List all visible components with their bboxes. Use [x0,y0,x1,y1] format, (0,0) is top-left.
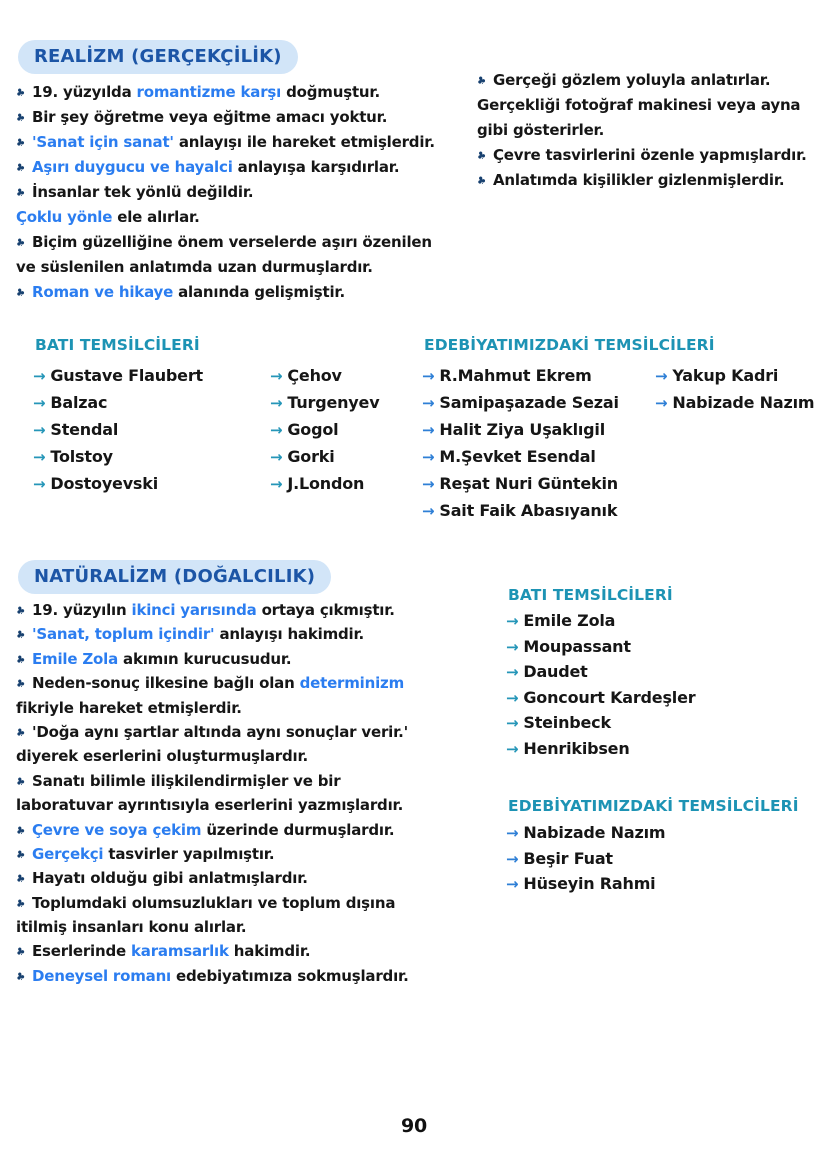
note-line [16,964,491,988]
arrow-icon: → [33,394,46,412]
bullet-icon: ♣ [14,86,27,101]
bullet-icon: ♣ [14,823,27,838]
naturalism-tr-reps-col1 [506,820,665,897]
bullet-icon: ♣ [14,236,27,251]
bullet-icon: ♣ [14,136,27,151]
highlighted-text-segment: Deneysel romanı [32,966,171,985]
bullet-icon: ♣ [14,725,27,741]
text-segment: itilmiş insanları konu alırlar. [16,918,247,937]
arrow-icon: → [422,475,435,493]
note-line [16,769,491,793]
text-segment: Eserlerinde [32,942,132,961]
bullet-icon: ♣ [475,174,488,189]
note-line [16,155,478,180]
text-segment: tasvirler yapılmıştır. [103,844,275,863]
representative-name: Gorki [287,447,335,466]
arrow-icon: → [506,849,519,868]
note-line [16,130,478,155]
representative-item [422,416,619,443]
arrow-icon: → [33,448,46,466]
text-segment: edebiyatımıza sokmuşlardır. [171,966,409,985]
text-segment: gibi gösterirler. [477,121,605,139]
text-segment: Çevre tasvirlerini özenle yapmışlardır. [493,146,807,164]
note-line [477,93,825,118]
representative-item [422,362,619,389]
representative-name: Emile Zola [523,611,616,630]
text-segment: anlayışa karşıdırlar. [232,158,400,176]
representative-item [506,820,665,846]
highlighted-text-segment: Emile Zola [32,649,119,668]
text-segment: fikriyle hareket etmişlerdir. [16,698,242,717]
arrow-icon: → [655,367,668,385]
representative-name: Yakup Kadri [672,366,779,385]
note-line [16,280,478,305]
highlighted-text-segment: Aşırı duygucu ve hayalci [32,158,233,176]
representative-item [506,846,665,872]
arrow-icon: → [506,612,519,630]
text-segment: ve süslenilen anlatımda uzan durmuşlardır. [16,258,373,276]
note-line [477,143,825,168]
representative-name: Turgenyev [287,393,380,412]
naturalism-tr-reps-header: EDEBİYATIMIZDAKİ TEMSİLCİLERİ [508,797,799,815]
bullet-icon: ♣ [14,161,27,176]
arrow-icon: → [506,663,519,681]
note-line [477,68,825,93]
arrow-icon: → [506,688,519,707]
representative-name: Nabizade Nazım [672,393,815,412]
note-line [16,866,491,890]
representative-item [422,443,619,470]
realism-notes-right [477,68,825,193]
realism-title: REALİZM (GERÇEKÇİLİK) [18,40,298,74]
note-line [16,105,478,130]
representative-item [506,710,695,736]
realism-tr-reps-col1 [422,362,619,524]
naturalism-west-reps-header: BATI TEMSİLCİLERİ [508,586,673,604]
representative-item [422,389,619,416]
representative-item [655,389,814,416]
highlighted-text-segment: Çoklu yönle [16,208,113,226]
representative-item [33,389,203,416]
text-segment: ortaya çıkmıştır. [256,601,395,619]
arrow-icon: → [270,394,283,412]
text-segment: Sanatı bilimle ilişkilendirmişler ve bir [32,771,341,790]
note-line [16,818,491,842]
representative-name: Stendal [50,420,119,439]
highlighted-text-segment: karamsarlık [131,942,229,961]
representative-name: Reşat Nuri Güntekin [439,474,618,493]
text-segment: laboratuvar ayrıntısıyla eserlerini yazmışlardır. [16,796,404,815]
note-line [16,230,478,255]
representative-name: J.London [287,474,365,493]
bullet-icon: ♣ [14,652,27,668]
arrow-icon: → [270,367,283,385]
representative-item [422,470,619,497]
bullet-icon: ♣ [14,969,27,985]
arrow-icon: → [270,448,283,466]
note-line [16,744,491,768]
representative-item [506,736,695,762]
representative-name: Nabizade Nazım [523,823,666,842]
text-segment: 19. yüzyılda [32,83,137,101]
representative-item [506,608,695,634]
arrow-icon: → [506,637,519,656]
text-segment: üzerinde durmuşlardır. [201,820,395,839]
bullet-icon: ♣ [14,186,27,201]
arrow-icon: → [506,714,519,732]
representative-item [33,470,203,497]
representative-name: Henrikibsen [523,738,630,758]
arrow-icon: → [422,421,435,439]
arrow-icon: → [422,367,435,385]
realism-tr-reps-col2 [655,362,814,416]
arrow-icon: → [422,394,435,412]
naturalism-notes-left [16,598,491,988]
text-segment: Neden-sonuç ilkesine bağlı olan [32,674,300,693]
bullet-icon: ♣ [475,74,488,89]
representative-item [506,871,665,897]
text-segment: Gerçekliği fotoğraf makinesi veya ayna [477,96,801,114]
arrow-icon: → [270,421,283,439]
text-segment: doğmuştur. [281,83,380,101]
representative-name: Hüseyin Rahmi [523,874,656,893]
text-segment: Bir şey öğretme veya eğitme amacı yoktur. [32,108,388,126]
arrow-icon: → [655,394,668,412]
text-segment: alanında gelişmiştir. [173,283,345,301]
bullet-icon: ♣ [14,872,27,887]
page-number: 90 [400,1115,428,1137]
text-segment: Toplumdaki olumsuzlukları ve toplum dışına [32,893,396,912]
note-line [16,647,491,671]
representative-item [270,443,379,470]
representative-name: Gustave Flaubert [50,366,203,385]
note-line [16,598,491,622]
arrow-icon: → [506,824,519,842]
note-line [16,842,491,866]
realism-notes-left [16,80,478,305]
representative-item [270,362,379,389]
representative-item [655,362,814,389]
text-segment: İnsanlar tek yönlü değildir. [32,183,254,201]
realism-west-reps-col2 [270,362,379,497]
representative-name: R.Mahmut Ekrem [439,366,592,385]
note-line [16,891,491,915]
representative-name: Tolstoy [50,447,113,466]
arrow-icon: → [506,739,519,758]
representative-name: Gogol [287,420,339,439]
representative-item [33,443,203,470]
bullet-icon: ♣ [14,896,27,911]
note-line [477,118,825,143]
bullet-icon: ♣ [14,774,27,789]
note-line [16,696,491,720]
naturalism-west-reps-col1 [506,608,695,761]
text-segment: Anlatımda kişilikler gizlenmişlerdir. [493,171,785,189]
text-segment: hakimdir. [228,942,311,961]
text-segment: akımın kurucusudur. [118,649,292,668]
note-line [16,671,491,695]
text-segment: anlayışı ile hareket etmişlerdir. [173,133,435,151]
representative-name: Beşir Fuat [523,848,613,868]
representative-item [33,362,203,389]
representative-name: Sait Faik Abasıyanık [439,501,618,520]
representative-name: Goncourt Kardeşler [523,687,696,707]
representative-name: Steinbeck [523,713,611,732]
arrow-icon: → [33,421,46,439]
representative-item [422,497,619,524]
text-segment: Gerçeği gözlem yoluyla anlatırlar. [493,71,771,89]
text-segment: diyerek eserlerini oluşturmuşlardır. [16,747,309,766]
representative-name: Daudet [523,662,588,681]
representative-name: Balzac [50,393,108,412]
highlighted-text-segment: 'Sanat, toplum içindir' [32,625,215,644]
representative-item [506,659,695,685]
arrow-icon: → [422,502,435,520]
note-line [16,180,478,205]
arrow-icon: → [33,367,46,385]
representative-item [270,389,379,416]
realism-west-reps-header: BATI TEMSİLCİLERİ [35,336,200,354]
representative-item [270,416,379,443]
text-segment: ele alırlar. [112,208,200,226]
representative-name: Dostoyevski [50,474,158,493]
arrow-icon: → [422,448,435,466]
highlighted-text-segment: romantizme karşı [136,83,282,101]
note-line [16,915,491,939]
representative-item [506,634,695,660]
realism-tr-reps-header: EDEBİYATIMIZDAKİ TEMSİLCİLERİ [424,336,715,354]
note-line [16,720,491,744]
note-line [477,168,825,193]
representative-name: Çehov [287,366,342,385]
representative-item [506,685,695,711]
text-segment: 19. yüzyılın [32,601,132,619]
naturalism-title: NATÜRALİZM (DOĞALCILIK) [18,560,331,594]
bullet-icon: ♣ [14,628,27,643]
highlighted-text-segment: ikinci yarısında [131,601,257,619]
highlighted-text-segment: determinizm [299,674,404,693]
text-segment: 'Doğa aynı şartlar altında aynı sonuçlar verir.' [32,722,409,741]
arrow-icon: → [33,475,46,493]
bullet-icon: ♣ [14,286,27,301]
text-segment: Biçim güzelliğine önem verselerde aşırı özenilen [32,233,432,251]
highlighted-text-segment: Roman ve hikaye [32,283,174,301]
text-segment: Hayatı olduğu gibi anlatmışlardır. [32,869,308,888]
arrow-icon: → [506,875,519,893]
note-line [16,80,478,105]
representative-item [33,416,203,443]
representative-name: Halit Ziya Uşaklıgil [439,420,605,439]
realism-west-reps-col1 [33,362,203,497]
note-line [16,939,491,963]
note-line [16,205,478,230]
representative-name: M.Şevket Esendal [439,447,596,466]
bullet-icon: ♣ [475,149,488,164]
note-line [16,793,491,817]
representative-name: Samipaşazade Sezai [439,393,619,412]
representative-name: Moupassant [523,636,631,656]
highlighted-text-segment: 'Sanat için sanat' [32,133,174,151]
bullet-icon: ♣ [14,111,27,126]
bullet-icon: ♣ [14,945,27,960]
bullet-icon: ♣ [14,677,27,692]
bullet-icon: ♣ [14,847,27,863]
highlighted-text-segment: Çevre ve soya çekim [32,820,202,839]
note-line [16,255,478,280]
arrow-icon: → [270,475,283,493]
bullet-icon: ♣ [14,603,27,619]
representative-item [270,470,379,497]
highlighted-text-segment: Gerçekçi [32,844,104,863]
text-segment: anlayışı hakimdir. [214,625,365,644]
note-line [16,622,491,646]
